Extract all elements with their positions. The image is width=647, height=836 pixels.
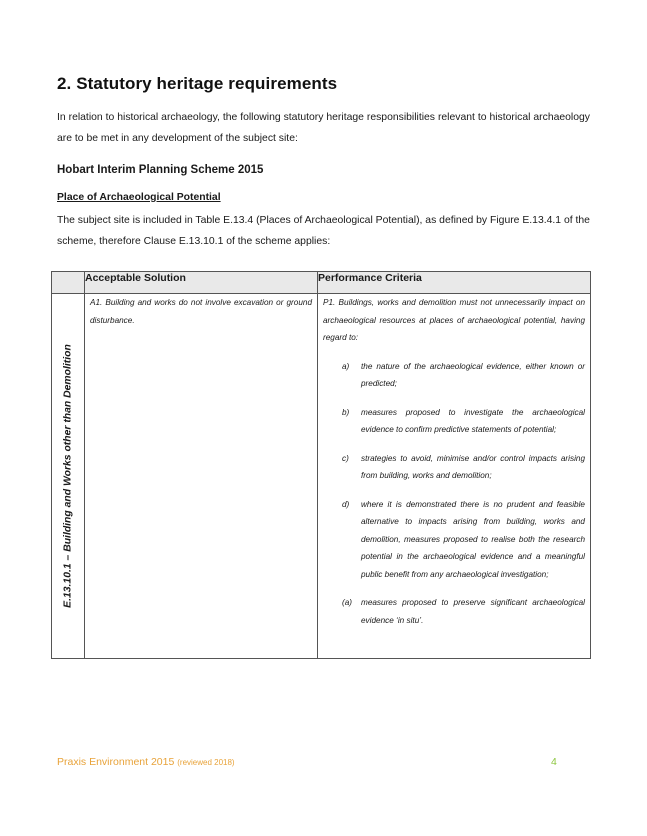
performance-criteria-cell: [318, 294, 591, 659]
intro-paragraph: In relation to historical archaeology, the following statutory heritage responsibilities relevant to historical archaeology are to be met in any development of the subject site:: [57, 112, 590, 144]
table-corner-cell: [52, 272, 85, 294]
acceptable-solution-header: Acceptable Solution: [85, 272, 318, 294]
list-item: [318, 450, 585, 485]
clause-side-label: E.13.10.1 – Building and Works other than Demolition: [62, 344, 74, 608]
criteria-marker: a): [342, 361, 350, 371]
scheme-heading: Hobart Interim Planning Scheme 2015: [57, 164, 264, 176]
criteria-list: [318, 358, 590, 630]
table-row: [52, 294, 591, 659]
footer-org-name: Praxis Environment 2015: [57, 756, 175, 768]
criteria-text: measures proposed to preserve significant archaeological evidence ‘in situ’.: [361, 598, 585, 625]
criteria-marker: d): [342, 499, 350, 509]
place-subheading: Place of Archaeological Potential: [57, 192, 221, 203]
criteria-marker: c): [342, 453, 349, 463]
criteria-marker: b): [342, 407, 350, 417]
criteria-marker: (a): [342, 598, 353, 607]
footer-organisation: [57, 756, 235, 768]
criteria-text: measures proposed to investigate the archaeological evidence to confirm predictive statements of potential;: [361, 407, 585, 434]
criteria-text: strategies to avoid, minimise and/or control impacts arising from building, works and demolition;: [361, 453, 585, 480]
clause-side-cell: [52, 294, 85, 659]
page-number: 4: [551, 756, 557, 768]
criteria-text: the nature of the archaeological evidence, either known or predicted;: [361, 361, 585, 388]
applies-paragraph: The subject site is included in Table E.13.4 (Places of Archaeological Potential), as defined by Figure E.13.4.1 of the scheme, therefore Clause E.13.10.1 of the scheme applies:: [57, 215, 590, 247]
requirements-table: [51, 271, 591, 659]
performance-criteria-header: Performance Criteria: [318, 272, 591, 294]
performance-intro-text: P1. Buildings, works and demolition must not unnecessarily impact on archaeological resources at places of archaeological potential, having regard to:: [323, 298, 585, 342]
footer-reviewed: (reviewed 2018): [177, 758, 235, 767]
acceptable-solution-text: A1. Building and works do not involve excavation or ground disturbance.: [90, 298, 312, 325]
list-item: [318, 496, 585, 584]
section-heading: 2. Statutory heritage requirements: [57, 74, 338, 93]
list-item: [318, 404, 585, 439]
acceptable-solution-cell: [85, 294, 318, 659]
criteria-text: where it is demonstrated there is no prudent and feasible alternative to impacts arising from building, works and demolition, measures proposed to realise both the research potential in the archaeological evidence and a meaningful public benefit from any archaeological investigation;: [361, 499, 585, 579]
list-item: [318, 358, 585, 393]
list-item: [318, 594, 585, 629]
table-header-row: [52, 272, 591, 294]
